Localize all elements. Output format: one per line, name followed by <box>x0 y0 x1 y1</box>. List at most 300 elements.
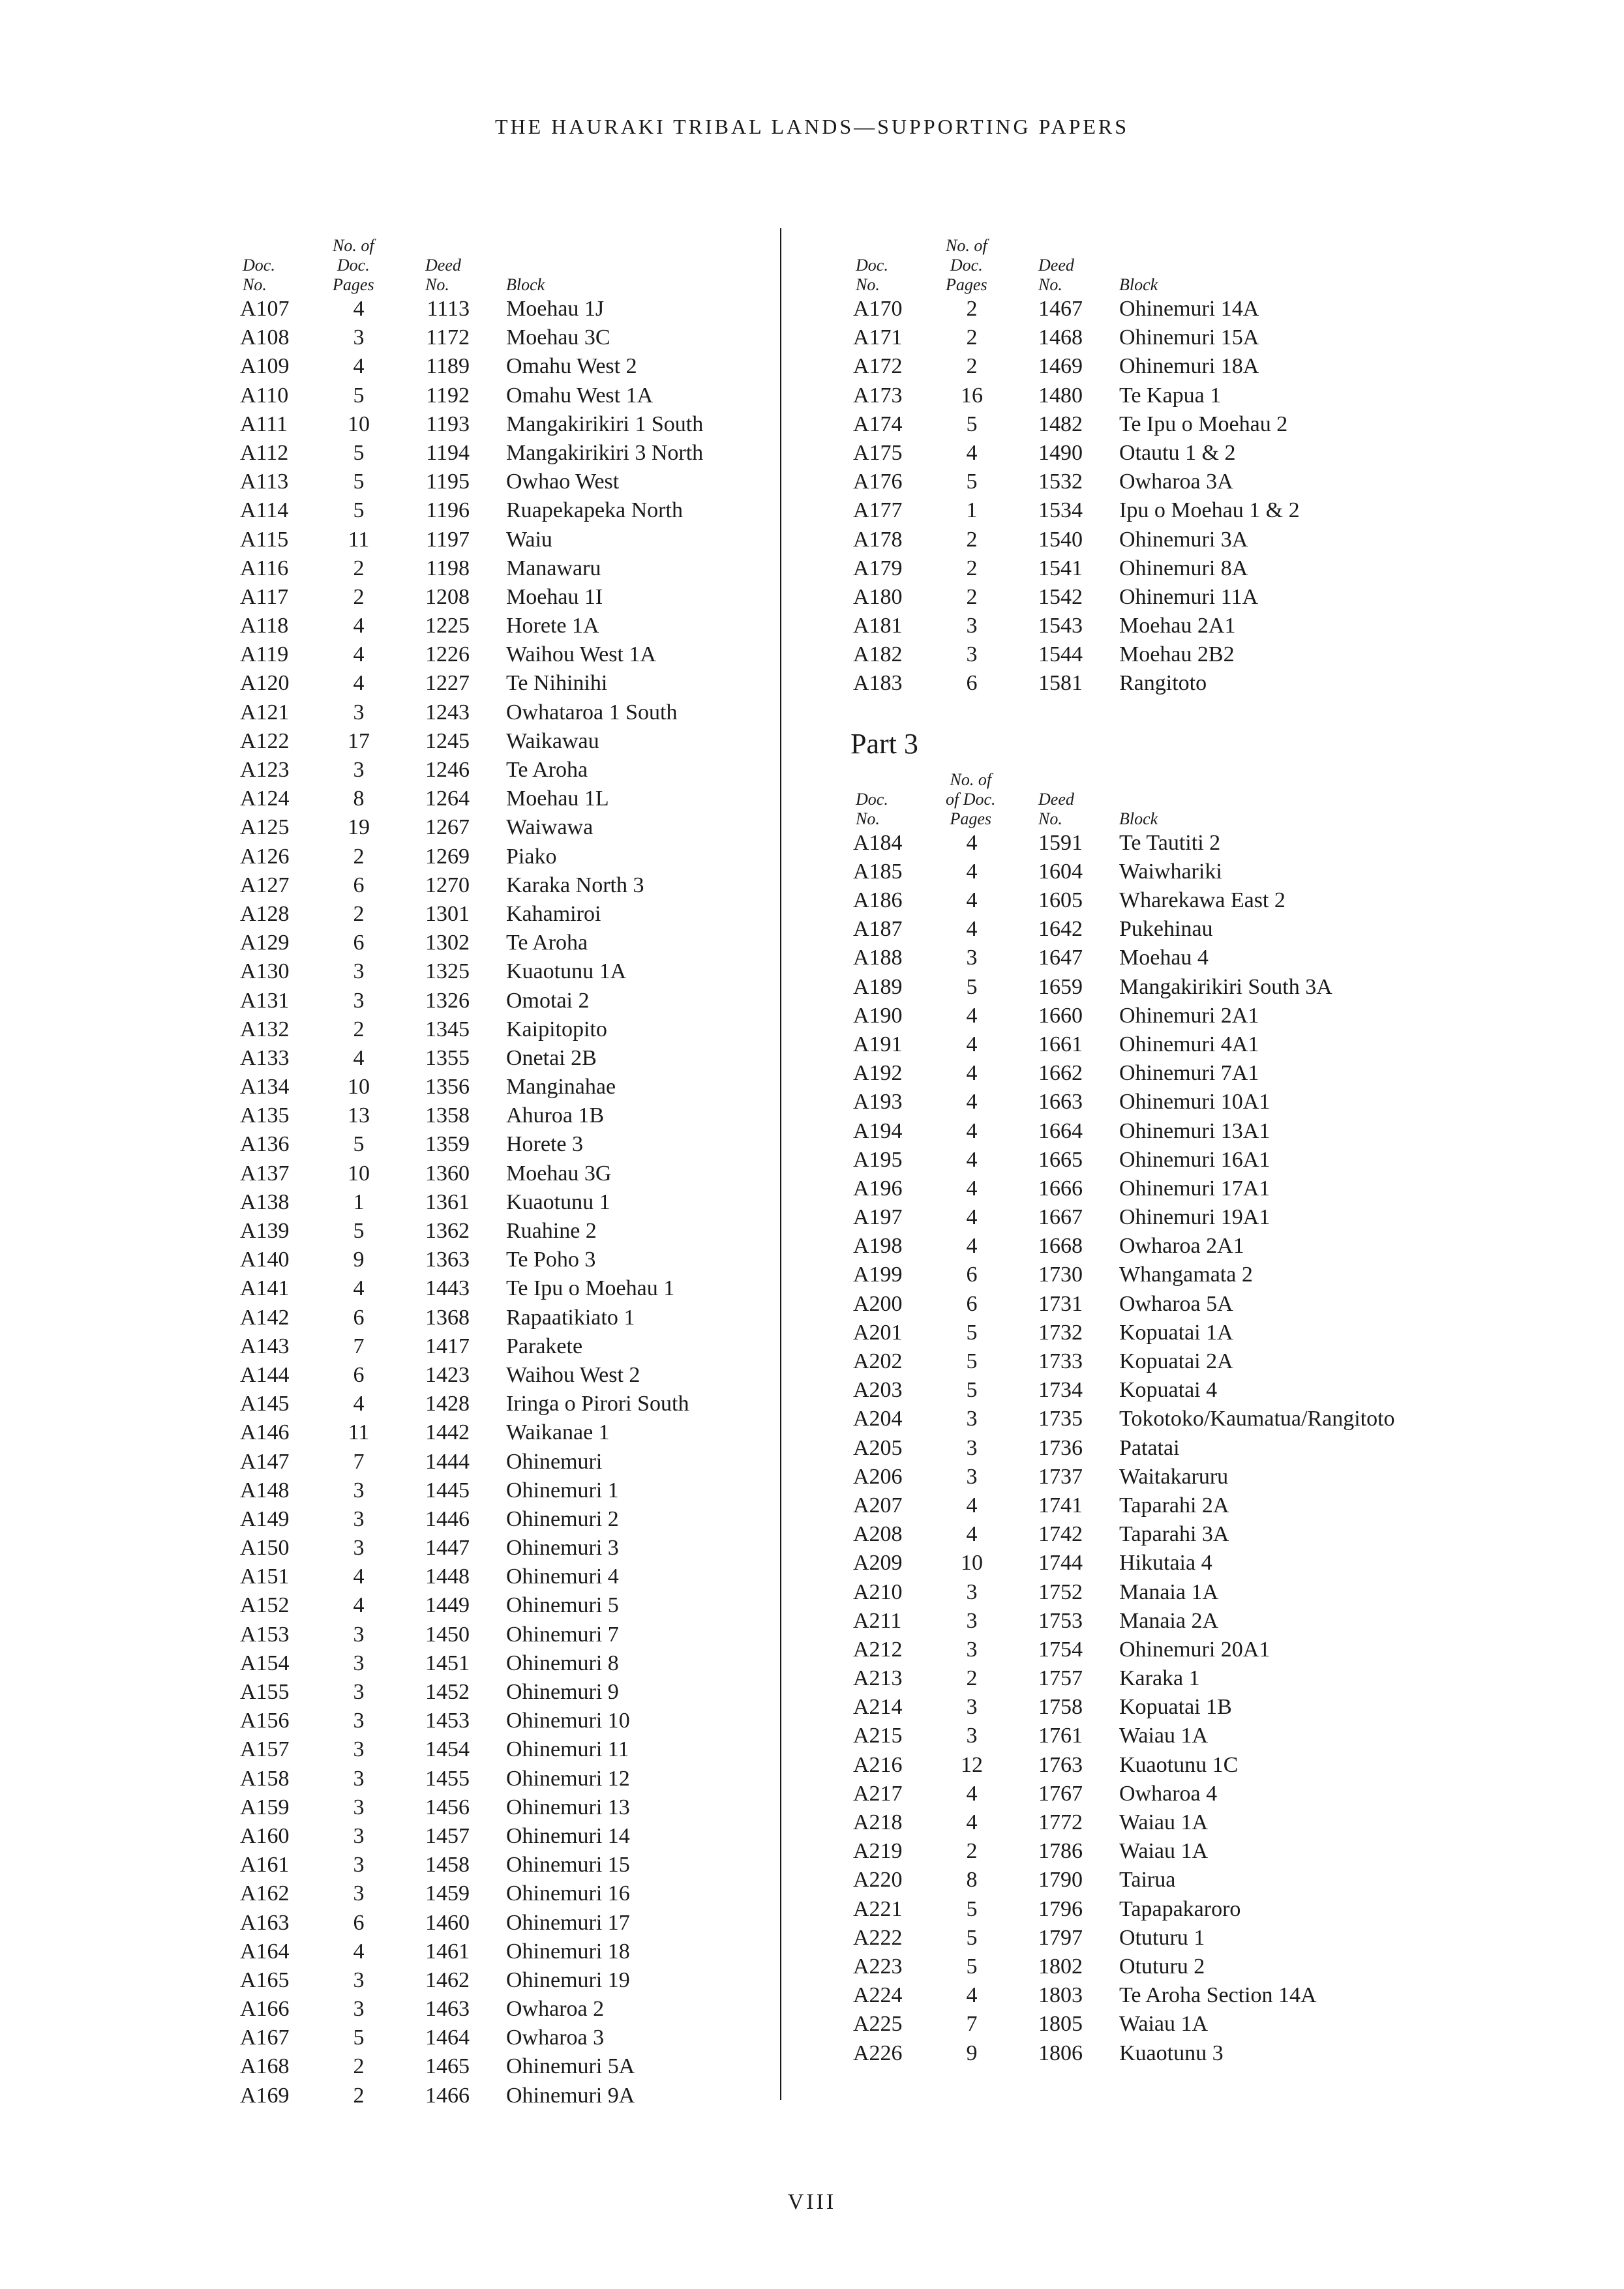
table-row <box>848 944 1435 972</box>
doc-no-cell: A187 <box>853 917 903 942</box>
doc-no-cell: A195 <box>853 1147 903 1172</box>
doc-pages-cell: 2 <box>353 584 365 609</box>
doc-no-cell: A204 <box>853 1407 903 1431</box>
header-doc-no: Doc. No. <box>243 256 275 294</box>
doc-pages-cell: 3 <box>966 1464 978 1489</box>
doc-no-cell: A221 <box>853 1896 903 1921</box>
block-cell: Onetai 2B <box>506 1045 597 1070</box>
table-row <box>848 1664 1435 1693</box>
doc-no-cell: A146 <box>240 1420 290 1445</box>
doc-no-cell: A159 <box>240 1795 290 1819</box>
block-cell: Waihou West 1A <box>506 642 656 667</box>
block-cell: Mangakirikiri 1 South <box>506 411 704 436</box>
block-cell: Waiau 1A <box>1119 2012 1209 2037</box>
doc-no-cell: A139 <box>240 1219 290 1243</box>
doc-pages-cell: 10 <box>348 1161 370 1186</box>
block-cell: Ohinemuri 4 <box>506 1564 619 1589</box>
table-row <box>848 410 1435 439</box>
block-cell: Ohinemuri 12 <box>506 1766 630 1791</box>
block-cell: Taparahi 3A <box>1119 1522 1229 1547</box>
table-row <box>848 323 1435 352</box>
table-row <box>848 1434 1435 1463</box>
deed-no-cell: 1660 <box>1038 1003 1083 1028</box>
block-cell: Ohinemuri 10 <box>506 1709 630 1733</box>
table-row <box>848 1059 1435 1088</box>
doc-pages-cell: 2 <box>966 556 978 580</box>
deed-no-cell: 1267 <box>425 815 470 840</box>
deed-no-cell: 1428 <box>425 1392 470 1416</box>
table-row <box>848 1636 1435 1664</box>
doc-pages-cell: 3 <box>353 1853 365 1878</box>
doc-no-cell: A115 <box>240 527 289 552</box>
block-cell: Mangakirikiri South 3A <box>1119 974 1332 999</box>
block-cell: Omotai 2 <box>506 988 590 1013</box>
block-cell: Ohinemuri 15A <box>1119 325 1259 350</box>
doc-no-cell: A123 <box>240 758 290 782</box>
table-row <box>235 1534 796 1563</box>
deed-no-cell: 1270 <box>425 873 470 897</box>
table-row <box>235 900 796 929</box>
deed-no-cell: 1442 <box>425 1420 470 1445</box>
table-row <box>235 871 796 900</box>
deed-no-cell: 1443 <box>425 1276 470 1301</box>
deed-no-cell: 1359 <box>425 1132 470 1157</box>
deed-no-cell: 1763 <box>1038 1752 1083 1777</box>
block-cell: Manginahae <box>506 1075 616 1100</box>
deed-no-cell: 1226 <box>425 642 470 667</box>
table-row <box>848 1549 1435 1578</box>
table-row <box>235 1707 796 1735</box>
block-cell: Ohinemuri 3A <box>1119 527 1248 552</box>
doc-pages-cell: 3 <box>966 1608 978 1633</box>
doc-pages-cell: 17 <box>348 728 370 753</box>
doc-no-cell: A131 <box>240 988 290 1013</box>
block-cell: Tairua <box>1119 1868 1176 1893</box>
table-row <box>848 1290 1435 1319</box>
block-cell: Kuaotunu 3 <box>1119 2041 1224 2065</box>
deed-no-cell: 1113 <box>427 297 470 321</box>
deed-no-cell: 1448 <box>425 1564 470 1589</box>
doc-no-cell: A152 <box>240 1593 290 1618</box>
part-3-table-header <box>848 764 1435 829</box>
doc-no-cell: A197 <box>853 1205 903 1230</box>
deed-no-cell: 1742 <box>1038 1522 1083 1547</box>
deed-no-cell: 1767 <box>1038 1781 1083 1806</box>
doc-pages-cell: 4 <box>353 614 365 638</box>
deed-no-cell: 1461 <box>425 1939 470 1964</box>
table-row <box>848 612 1435 640</box>
block-cell: Ohinemuri 3 <box>506 1536 619 1561</box>
deed-no-cell: 1446 <box>425 1506 470 1531</box>
doc-pages-cell: 3 <box>353 959 365 984</box>
doc-pages-cell: 5 <box>966 470 978 494</box>
block-cell: Wharekawa East 2 <box>1119 888 1286 912</box>
doc-pages-cell: 4 <box>966 917 978 942</box>
doc-no-cell: A151 <box>240 1564 290 1589</box>
table-row <box>848 1837 1435 1866</box>
doc-pages-cell: 4 <box>966 1118 978 1143</box>
block-cell: Ipu o Moehau 1 & 2 <box>1119 498 1300 523</box>
block-cell: Tapapakaroro <box>1119 1896 1241 1921</box>
table-row <box>235 1937 796 1966</box>
doc-no-cell: A209 <box>853 1551 903 1576</box>
doc-no-cell: A190 <box>853 1003 903 1028</box>
doc-pages-cell: 5 <box>966 1954 978 1979</box>
header-block: Block <box>1119 809 1158 828</box>
deed-no-cell: 1544 <box>1038 642 1083 667</box>
table-row <box>235 785 796 813</box>
doc-pages-cell: 5 <box>966 1320 978 1345</box>
block-cell: Ohinemuri 13A1 <box>1119 1118 1271 1143</box>
table-row <box>235 813 796 842</box>
deed-no-cell: 1733 <box>1038 1349 1083 1373</box>
table-row <box>848 829 1435 858</box>
header-doc-pages: No. of of Doc. Pages <box>946 770 996 828</box>
doc-pages-cell: 4 <box>353 1045 365 1070</box>
table-row <box>235 1621 796 1649</box>
block-cell: Ohinemuri 7A1 <box>1119 1061 1259 1086</box>
deed-no-cell: 1302 <box>425 931 470 955</box>
doc-no-cell: A169 <box>240 2083 290 2108</box>
deed-no-cell: 1732 <box>1038 1320 1083 1345</box>
deed-no-cell: 1450 <box>425 1622 470 1647</box>
table-row <box>235 957 796 986</box>
doc-pages-cell: 5 <box>966 1925 978 1950</box>
deed-no-cell: 1668 <box>1038 1234 1083 1259</box>
block-cell: Moehau 4 <box>1119 946 1209 970</box>
doc-no-cell: A199 <box>853 1263 903 1287</box>
header-deed-no: Deed No. <box>1038 789 1074 828</box>
block-cell: Otuturu 1 <box>1119 1925 1205 1950</box>
deed-no-cell: 1735 <box>1038 1407 1083 1431</box>
deed-no-cell: 1360 <box>425 1161 470 1186</box>
doc-no-cell: A154 <box>240 1651 290 1675</box>
table-row <box>235 727 796 756</box>
table-row <box>235 1448 796 1476</box>
deed-no-cell: 1663 <box>1038 1090 1083 1115</box>
doc-no-cell: A196 <box>853 1176 903 1201</box>
doc-pages-cell: 11 <box>348 527 370 552</box>
block-cell: Te Poho 3 <box>506 1248 596 1272</box>
block-cell: Owharoa 3A <box>1119 470 1233 494</box>
table-row <box>235 496 796 525</box>
doc-pages-cell: 6 <box>353 873 365 897</box>
block-cell: Te Kapua 1 <box>1119 383 1222 408</box>
table-row <box>848 1405 1435 1433</box>
table-header <box>848 224 1435 295</box>
table-row <box>848 468 1435 496</box>
left-rows <box>235 295 796 2110</box>
block-cell: Ohinemuri 5A <box>506 2054 635 2079</box>
doc-no-cell: A117 <box>240 584 289 609</box>
doc-no-cell: A136 <box>240 1132 290 1157</box>
doc-no-cell: A223 <box>853 1954 903 1979</box>
table-row <box>848 1261 1435 1289</box>
doc-pages-cell: 4 <box>966 1522 978 1547</box>
table-row <box>848 295 1435 323</box>
doc-pages-cell: 3 <box>353 325 365 350</box>
doc-no-cell: A116 <box>240 556 289 580</box>
deed-no-cell: 1245 <box>425 728 470 753</box>
deed-no-cell: 1534 <box>1038 498 1083 523</box>
doc-pages-cell: 3 <box>353 1622 365 1647</box>
doc-no-cell: A194 <box>853 1118 903 1143</box>
right-rows-part3 <box>848 829 1435 2068</box>
block-cell: Moehau 1L <box>506 786 609 811</box>
doc-no-cell: A185 <box>853 859 903 884</box>
block-cell: Mangakirikiri 3 North <box>506 440 704 465</box>
block-cell: Omahu West 1A <box>506 383 654 408</box>
doc-no-cell: A198 <box>853 1234 903 1259</box>
block-cell: Ohinemuri 14A <box>1119 297 1259 321</box>
table-row <box>235 1015 796 1044</box>
table-row <box>235 1909 796 1937</box>
column-divider <box>780 228 781 2100</box>
deed-no-cell: 1363 <box>425 1248 470 1272</box>
doc-no-cell: A172 <box>853 354 903 379</box>
doc-pages-cell: 4 <box>966 1983 978 2008</box>
doc-no-cell: A220 <box>853 1868 903 1893</box>
deed-no-cell: 1197 <box>426 527 470 552</box>
block-cell: Waikawau <box>506 728 599 753</box>
doc-pages-cell: 3 <box>966 614 978 638</box>
table-row <box>235 1476 796 1505</box>
doc-no-cell: A216 <box>853 1752 903 1777</box>
deed-no-cell: 1741 <box>1038 1493 1083 1518</box>
deed-no-cell: 1758 <box>1038 1695 1083 1720</box>
block-cell: Owhataroa 1 South <box>506 700 678 725</box>
table-row <box>235 352 796 381</box>
deed-no-cell: 1805 <box>1038 2012 1083 2037</box>
block-cell: Kopuatai 4 <box>1119 1378 1218 1403</box>
doc-no-cell: A130 <box>240 959 290 984</box>
doc-pages-cell: 4 <box>966 1176 978 1201</box>
doc-no-cell: A191 <box>853 1032 903 1056</box>
header-doc-pages: No. of Doc. Pages <box>333 236 374 294</box>
block-cell: Ohinemuri 14 <box>506 1823 630 1848</box>
block-cell: Ohinemuri 8 <box>506 1651 619 1675</box>
doc-no-cell: A208 <box>853 1522 903 1547</box>
doc-pages-cell: 2 <box>353 901 365 926</box>
table-row <box>235 1418 796 1447</box>
doc-pages-cell: 4 <box>966 830 978 855</box>
doc-pages-cell: 3 <box>353 1795 365 1819</box>
deed-no-cell: 1358 <box>425 1103 470 1128</box>
doc-no-cell: A148 <box>240 1478 290 1503</box>
doc-no-cell: A215 <box>853 1724 903 1748</box>
doc-pages-cell: 7 <box>966 2012 978 2037</box>
deed-no-cell: 1449 <box>425 1593 470 1618</box>
table-row <box>848 858 1435 886</box>
doc-no-cell: A183 <box>853 671 903 696</box>
doc-pages-cell: 4 <box>966 859 978 884</box>
doc-no-cell: A222 <box>853 1925 903 1950</box>
doc-pages-cell: 5 <box>353 440 365 465</box>
block-cell: Ohinemuri 18 <box>506 1939 630 1964</box>
doc-pages-cell: 3 <box>966 642 978 667</box>
doc-pages-cell: 3 <box>353 1709 365 1733</box>
deed-no-cell: 1642 <box>1038 917 1083 942</box>
doc-no-cell: A145 <box>240 1392 290 1416</box>
doc-pages-cell: 3 <box>353 1967 365 1992</box>
doc-pages-cell: 6 <box>966 1291 978 1316</box>
doc-pages-cell: 2 <box>353 2054 365 2079</box>
table-row <box>848 1491 1435 1520</box>
table-row <box>235 843 796 871</box>
block-cell: Moehau 3G <box>506 1161 612 1186</box>
doc-no-cell: A107 <box>240 297 290 321</box>
doc-no-cell: A166 <box>240 1997 290 2022</box>
table-row <box>235 1274 796 1303</box>
doc-no-cell: A207 <box>853 1493 903 1518</box>
deed-no-cell: 1542 <box>1038 584 1083 609</box>
doc-no-cell: A214 <box>853 1695 903 1720</box>
table-row <box>848 1693 1435 1722</box>
doc-pages-cell: 9 <box>966 2041 978 2065</box>
deed-no-cell: 1757 <box>1038 1666 1083 1691</box>
doc-no-cell: A180 <box>853 584 903 609</box>
doc-no-cell: A201 <box>853 1320 903 1345</box>
doc-pages-cell: 3 <box>353 1997 365 2022</box>
block-cell: Ohinemuri 11A <box>1119 584 1259 609</box>
deed-no-cell: 1802 <box>1038 1954 1083 1979</box>
table-row <box>848 1146 1435 1174</box>
doc-pages-cell: 2 <box>966 1839 978 1864</box>
doc-pages-cell: 4 <box>966 1810 978 1834</box>
table-row <box>848 1981 1435 2010</box>
table-row <box>848 1232 1435 1261</box>
deed-no-cell: 1208 <box>425 584 470 609</box>
doc-no-cell: A142 <box>240 1305 290 1330</box>
table-row <box>235 410 796 439</box>
table-row <box>235 1101 796 1130</box>
table-row <box>848 1751 1435 1780</box>
block-cell: Parakete <box>506 1334 583 1358</box>
doc-no-cell: A141 <box>240 1276 290 1301</box>
block-cell: Moehau 1I <box>506 584 603 609</box>
deed-no-cell: 1543 <box>1038 614 1083 638</box>
doc-pages-cell: 4 <box>353 671 365 696</box>
block-cell: Te Ipu o Moehau 2 <box>1119 411 1288 436</box>
doc-pages-cell: 2 <box>966 297 978 321</box>
doc-pages-cell: 3 <box>966 1637 978 1662</box>
left-column-table <box>235 224 796 2110</box>
doc-no-cell: A121 <box>240 700 290 725</box>
deed-no-cell: 1734 <box>1038 1378 1083 1403</box>
table-row <box>848 1088 1435 1116</box>
block-cell: Ohinemuri 18A <box>1119 354 1259 379</box>
doc-pages-cell: 4 <box>353 1939 365 1964</box>
table-row <box>235 756 796 785</box>
table-row <box>848 1203 1435 1232</box>
table-row <box>235 669 796 698</box>
doc-no-cell: A163 <box>240 1910 290 1935</box>
table-row <box>235 1073 796 1101</box>
doc-pages-cell: 2 <box>353 2083 365 2108</box>
block-cell: Ohinemuri 19 <box>506 1967 630 1992</box>
doc-pages-cell: 5 <box>353 2026 365 2050</box>
block-cell: Owharoa 2 <box>506 1997 605 2022</box>
doc-no-cell: A137 <box>240 1161 290 1186</box>
doc-pages-cell: 3 <box>353 1651 365 1675</box>
doc-pages-cell: 4 <box>966 1061 978 1086</box>
doc-no-cell: A184 <box>853 830 903 855</box>
deed-no-cell: 1469 <box>1038 354 1083 379</box>
doc-no-cell: A108 <box>240 325 290 350</box>
doc-pages-cell: 2 <box>966 354 978 379</box>
doc-pages-cell: 11 <box>348 1420 370 1445</box>
block-cell: Waikanae 1 <box>506 1420 610 1445</box>
doc-pages-cell: 4 <box>966 1147 978 1172</box>
deed-no-cell: 1605 <box>1038 888 1083 912</box>
doc-pages-cell: 1 <box>966 498 978 523</box>
doc-no-cell: A118 <box>240 614 289 638</box>
deed-no-cell: 1482 <box>1038 411 1083 436</box>
table-row <box>235 612 796 640</box>
deed-no-cell: 1464 <box>425 2026 470 2050</box>
deed-no-cell: 1803 <box>1038 1983 1083 2008</box>
deed-no-cell: 1662 <box>1038 1061 1083 1086</box>
doc-no-cell: A192 <box>853 1061 903 1086</box>
deed-no-cell: 1447 <box>425 1536 470 1561</box>
block-cell: Te Tautiti 2 <box>1119 830 1221 855</box>
doc-no-cell: A179 <box>853 556 903 580</box>
doc-pages-cell: 5 <box>966 1349 978 1373</box>
block-cell: Otuturu 2 <box>1119 1954 1205 1979</box>
doc-no-cell: A178 <box>853 527 903 552</box>
doc-pages-cell: 3 <box>353 1478 365 1503</box>
doc-pages-cell: 4 <box>966 1003 978 1028</box>
doc-no-cell: A202 <box>853 1349 903 1373</box>
block-cell: Moehau 2A1 <box>1119 614 1236 638</box>
deed-no-cell: 1356 <box>425 1075 470 1100</box>
deed-no-cell: 1661 <box>1038 1032 1083 1056</box>
doc-pages-cell: 4 <box>966 1234 978 1259</box>
block-cell: Horete 1A <box>506 614 599 638</box>
doc-pages-cell: 3 <box>353 1506 365 1531</box>
block-cell: Kahamiroi <box>506 901 601 926</box>
table-row <box>848 973 1435 1002</box>
deed-no-cell: 1796 <box>1038 1896 1083 1921</box>
doc-pages-cell: 3 <box>966 1724 978 1748</box>
deed-no-cell: 1227 <box>425 671 470 696</box>
doc-pages-cell: 8 <box>353 786 365 811</box>
doc-pages-cell: 4 <box>353 1564 365 1589</box>
table-header <box>235 224 796 295</box>
doc-pages-cell: 6 <box>353 931 365 955</box>
deed-no-cell: 1466 <box>425 2083 470 2108</box>
deed-no-cell: 1731 <box>1038 1291 1083 1316</box>
block-cell: Piako <box>506 844 557 869</box>
doc-no-cell: A205 <box>853 1435 903 1460</box>
table-row <box>235 1879 796 1908</box>
deed-no-cell: 1753 <box>1038 1608 1083 1633</box>
doc-no-cell: A113 <box>240 470 289 494</box>
block-cell: Ohinemuri 2 <box>506 1506 619 1531</box>
table-row <box>235 1332 796 1361</box>
block-cell: Te Nihinihi <box>506 671 608 696</box>
deed-no-cell: 1647 <box>1038 946 1083 970</box>
doc-no-cell: A114 <box>240 498 289 523</box>
doc-pages-cell: 4 <box>353 354 365 379</box>
deed-no-cell: 1301 <box>425 901 470 926</box>
doc-no-cell: A226 <box>853 2041 903 2065</box>
table-row <box>235 1217 796 1246</box>
block-cell: Ohinemuri 8A <box>1119 556 1248 580</box>
table-row <box>235 2052 796 2081</box>
table-row <box>235 1649 796 1678</box>
doc-no-cell: A174 <box>853 411 903 436</box>
